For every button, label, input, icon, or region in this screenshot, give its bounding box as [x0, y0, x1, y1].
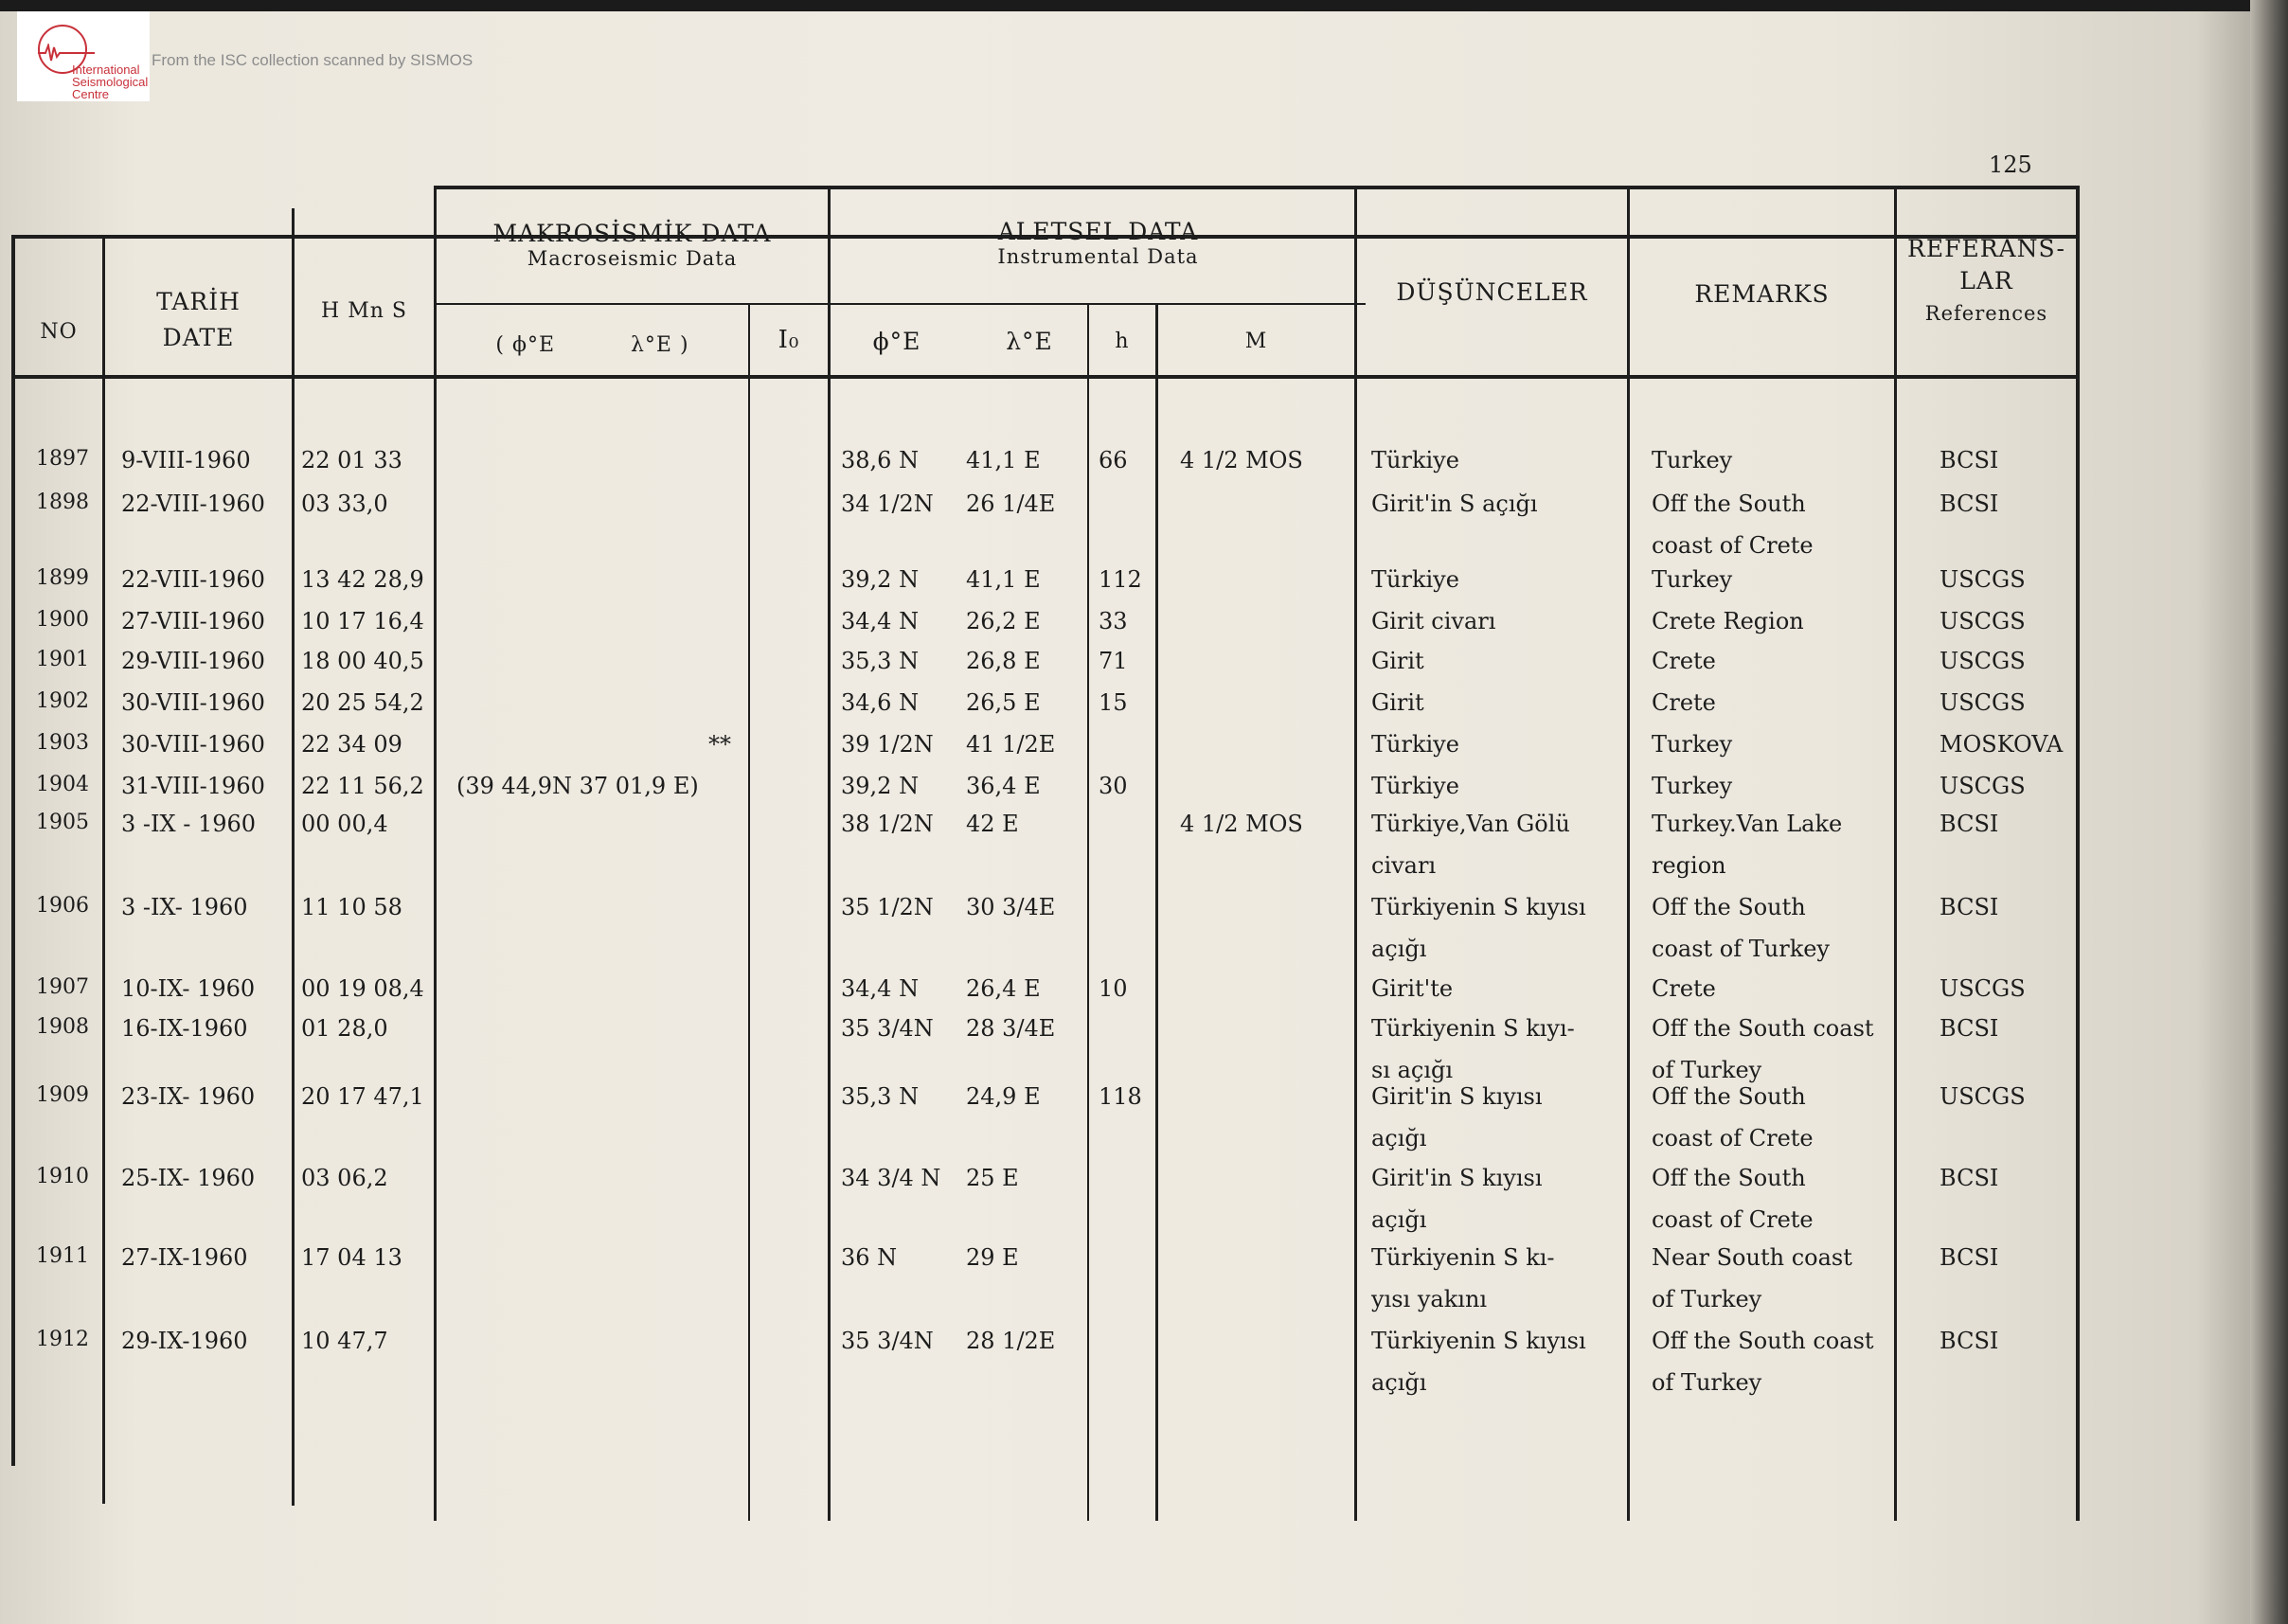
cell-remarks: Turkey: [1652, 731, 1733, 758]
cell-no: 1903: [36, 731, 89, 755]
cell-dusunceler: Türkiye: [1371, 566, 1459, 593]
cell-dusunceler: açığı: [1371, 1369, 1427, 1396]
cell-dusunceler: açığı: [1371, 1125, 1427, 1151]
cell-remarks: Turkey: [1652, 566, 1733, 593]
cell-date: 10-IX- 1960: [121, 975, 256, 1002]
cell-dusunceler: yısı yakını: [1371, 1286, 1488, 1312]
cell-lon: 42 E: [966, 811, 1019, 837]
cell-lon: 24,9 E: [966, 1083, 1041, 1110]
cell-date: 3 -IX - 1960: [121, 811, 257, 837]
cell-reference: USCGS: [1939, 773, 2026, 799]
cell-lat: 39,2 N: [841, 773, 920, 799]
header-time: H Mn S: [321, 299, 407, 323]
cell-time: 13 42 28,9: [301, 566, 424, 593]
cell-dusunceler: Türkiye: [1371, 731, 1459, 758]
cell-date: 30-VIII-1960: [121, 689, 265, 716]
header-macro-coords: ( ϕ°E λ°E ): [495, 333, 689, 357]
header-dusunceler: DÜŞÜNCELER: [1396, 278, 1588, 306]
cell-lon: 41 1/2E: [966, 731, 1056, 758]
cell-dusunceler: Girit: [1371, 689, 1424, 716]
cell-lat: 34,4 N: [841, 975, 920, 1002]
cell-no: 1907: [36, 975, 89, 999]
cell-dusunceler: Girit'in S açığı: [1371, 491, 1538, 517]
cell-dusunceler: Girit'in S kıyısı: [1371, 1165, 1543, 1191]
cell-lon: 36,4 E: [966, 773, 1041, 799]
header-intensity: I₀: [778, 326, 800, 354]
cell-depth: 15: [1099, 689, 1128, 716]
cell-lon: 41,1 E: [966, 447, 1041, 473]
cell-reference: USCGS: [1939, 566, 2026, 593]
cell-time: 18 00 40,5: [301, 648, 424, 674]
cell-dusunceler: sı açığı: [1371, 1057, 1454, 1083]
header-references: [1897, 233, 2076, 330]
cell-date: 16-IX-1960: [121, 1015, 248, 1042]
cell-remarks: coast of Crete: [1652, 1125, 1814, 1151]
cell-lat: 39 1/2N: [841, 731, 934, 758]
cell-reference: MOSKOVA: [1939, 731, 2064, 758]
cell-reference: BCSI: [1939, 1244, 1999, 1271]
cell-dusunceler: Türkiyenin S kı-: [1371, 1244, 1555, 1271]
cell-reference: BCSI: [1939, 1165, 1999, 1191]
cell-remarks: coast of Crete: [1652, 1206, 1814, 1233]
cell-remarks: Crete: [1652, 975, 1716, 1002]
cell-dusunceler: Türkiyenin S kıyısı: [1371, 894, 1586, 920]
cell-date: 27-IX-1960: [121, 1244, 248, 1271]
cell-depth: 71: [1099, 648, 1128, 674]
cell-remarks: Near South coast: [1652, 1244, 1852, 1271]
cell-remarks: coast of Crete: [1652, 532, 1814, 559]
header-instr: [831, 218, 1366, 268]
cell-magnitude: 4 1/2 MOS: [1180, 811, 1303, 837]
cell-dusunceler: civarı: [1371, 852, 1437, 879]
cell-lon: 28 3/4E: [966, 1015, 1056, 1042]
cell-date: 29-VIII-1960: [121, 648, 265, 674]
cell-time: 20 17 47,1: [301, 1083, 424, 1110]
cell-date: 22-VIII-1960: [121, 491, 265, 517]
cell-lat: 36 N: [841, 1244, 898, 1271]
cell-reference: BCSI: [1939, 811, 1999, 837]
book-spine-edge: [2250, 0, 2288, 1624]
isc-logo-text: International Seismological Centre: [72, 62, 149, 101]
cell-remarks: Off the South coast: [1652, 1328, 1874, 1354]
header-no: NO: [40, 320, 78, 344]
cell-date: 3 -IX- 1960: [121, 894, 248, 920]
cell-reference: USCGS: [1939, 608, 2026, 634]
cell-date: 29-IX-1960: [121, 1328, 248, 1354]
cell-time: 20 25 54,2: [301, 689, 424, 716]
header-m: M: [1244, 330, 1268, 353]
cell-date: 30-VIII-1960: [121, 731, 265, 758]
cell-lon: 30 3/4E: [966, 894, 1056, 920]
cell-lat: 34 3/4 N: [841, 1165, 941, 1191]
cell-lat: 39,2 N: [841, 566, 920, 593]
cell-dusunceler: Türkiye: [1371, 773, 1459, 799]
cell-time: 11 10 58: [301, 894, 402, 920]
cell-no: 1908: [36, 1015, 89, 1039]
cell-remarks: of Turkey: [1652, 1369, 1762, 1396]
cell-lon: 28 1/2E: [966, 1328, 1056, 1354]
cell-dusunceler: Girit'te: [1371, 975, 1454, 1002]
cell-remarks: Off the South coast: [1652, 1015, 1874, 1042]
cell-remarks: region: [1652, 852, 1726, 879]
cell-remarks: Off the South: [1652, 894, 1806, 920]
cell-no: 1898: [36, 491, 89, 514]
cell-dusunceler: açığı: [1371, 936, 1427, 962]
cell-lon: 41,1 E: [966, 566, 1041, 593]
page-number: 125: [1989, 152, 2032, 178]
cell-lat: 34 1/2N: [841, 491, 934, 517]
cell-time: 22 11 56,2: [301, 773, 424, 799]
cell-lon: 25 E: [966, 1165, 1019, 1191]
cell-time: 10 17 16,4: [301, 608, 424, 634]
cell-lat: 34,6 N: [841, 689, 920, 716]
seismogram-wave-icon: [38, 44, 95, 62]
cell-macro-coords: **: [708, 731, 731, 758]
cell-reference: BCSI: [1939, 491, 1999, 517]
cell-no: 1904: [36, 773, 89, 796]
cell-no: 1899: [36, 566, 89, 590]
cell-lon: 26,8 E: [966, 648, 1041, 674]
cell-date: 25-IX- 1960: [121, 1165, 256, 1191]
cell-lat: 35,3 N: [841, 1083, 920, 1110]
cell-remarks: of Turkey: [1652, 1057, 1762, 1083]
cell-time: 00 19 08,4: [301, 975, 424, 1002]
cell-no: 1912: [36, 1328, 89, 1351]
cell-depth: 10: [1099, 975, 1128, 1002]
cell-reference: USCGS: [1939, 975, 2026, 1002]
cell-lat: 35 3/4N: [841, 1015, 934, 1042]
cell-reference: BCSI: [1939, 1015, 1999, 1042]
header-date: [105, 284, 292, 356]
cell-no: 1905: [36, 811, 89, 834]
cell-lon: 26,5 E: [966, 689, 1041, 716]
cell-reference: USCGS: [1939, 689, 2026, 716]
cell-no: 1910: [36, 1165, 89, 1188]
cell-remarks: Off the South: [1652, 1165, 1806, 1191]
cell-lat: 34,4 N: [841, 608, 920, 634]
cell-date: 9-VIII-1960: [121, 447, 251, 473]
header-refs-line2: LAR: [1959, 267, 2013, 294]
cell-depth: 112: [1099, 566, 1142, 593]
header-remarks: REMARKS: [1694, 280, 1830, 308]
cell-lat: 38,6 N: [841, 447, 920, 473]
isc-logo: [17, 11, 150, 101]
cell-no: 1897: [36, 447, 89, 471]
cell-remarks: Turkey: [1652, 773, 1733, 799]
cell-reference: BCSI: [1939, 1328, 1999, 1354]
cell-depth: 118: [1099, 1083, 1142, 1110]
cell-remarks: Off the South: [1652, 491, 1806, 517]
cell-reference: BCSI: [1939, 447, 1999, 473]
cell-time: 03 06,2: [301, 1165, 388, 1191]
cell-remarks: Crete: [1652, 689, 1716, 716]
cell-time: 22 34 09: [301, 731, 402, 758]
cell-dusunceler: Türkiye: [1371, 447, 1459, 473]
cell-time: 03 33,0: [301, 491, 388, 517]
header-macro: [437, 220, 828, 270]
cell-reference: USCGS: [1939, 648, 2026, 674]
cell-depth: 30: [1099, 773, 1128, 799]
cell-remarks: Crete Region: [1652, 608, 1804, 634]
header-instr-subtitle: Instrumental Data: [997, 245, 1199, 268]
cell-dusunceler: Girit: [1371, 648, 1424, 674]
cell-date: 23-IX- 1960: [121, 1083, 256, 1110]
header-macro-subtitle: Macroseismic Data: [527, 247, 738, 270]
cell-date: 31-VIII-1960: [121, 773, 265, 799]
cell-no: 1911: [36, 1244, 89, 1268]
cell-time: 00 00,4: [301, 811, 388, 837]
header-h: h: [1115, 330, 1130, 353]
cell-dusunceler: Türkiyenin S kıyısı: [1371, 1328, 1586, 1354]
cell-lon: 26 1/4E: [966, 491, 1056, 517]
cell-lon: 29 E: [966, 1244, 1019, 1271]
cell-lon: 26,2 E: [966, 608, 1041, 634]
earthquake-table: [11, 186, 2080, 1521]
cell-remarks: Turkey.Van Lake: [1652, 811, 1843, 837]
cell-no: 1902: [36, 689, 89, 713]
cell-remarks: of Turkey: [1652, 1286, 1762, 1312]
header-refs-line1: REFERANS-: [1907, 235, 2065, 262]
header-lat: ϕ°E: [872, 328, 921, 355]
cell-no: 1909: [36, 1083, 89, 1107]
cell-lon: 26,4 E: [966, 975, 1041, 1002]
cell-depth: 66: [1099, 447, 1128, 473]
cell-dusunceler: açığı: [1371, 1206, 1427, 1233]
cell-time: 01 28,0: [301, 1015, 388, 1042]
cell-lat: 38 1/2N: [841, 811, 934, 837]
cell-lat: 35 3/4N: [841, 1328, 934, 1354]
cell-lat: 35 1/2N: [841, 894, 934, 920]
cell-remarks: Turkey: [1652, 447, 1733, 473]
cell-remarks: Off the South: [1652, 1083, 1806, 1110]
cell-macro-coords: (39 44,9N 37 01,9 E): [456, 773, 699, 799]
header-date-tr: TARİH: [156, 288, 241, 315]
cell-dusunceler: Girit'in S kıyısı: [1371, 1083, 1543, 1110]
cell-time: 22 01 33: [301, 447, 402, 473]
cell-no: 1906: [36, 894, 89, 918]
collection-banner: From the ISC collection scanned by SISMOS: [152, 51, 474, 69]
header-date-en: DATE: [162, 324, 235, 351]
cell-dusunceler: Türkiye,Van Gölü: [1371, 811, 1570, 837]
cell-dusunceler: Türkiyenin S kıyı-: [1371, 1015, 1575, 1042]
cell-dusunceler: Girit civarı: [1371, 608, 1496, 634]
header-lon: λ°E: [1006, 328, 1053, 355]
cell-time: 17 04 13: [301, 1244, 402, 1271]
header-refs-line3: References: [1924, 302, 2048, 325]
cell-depth: 33: [1099, 608, 1128, 634]
cell-date: 27-VIII-1960: [121, 608, 265, 634]
cell-reference: BCSI: [1939, 894, 1999, 920]
cell-lat: 35,3 N: [841, 648, 920, 674]
cell-time: 10 47,7: [301, 1328, 388, 1354]
header-instr-title: ALETSEL DATA: [997, 218, 1199, 245]
cell-no: 1901: [36, 648, 89, 671]
cell-remarks: Crete: [1652, 648, 1716, 674]
cell-reference: USCGS: [1939, 1083, 2026, 1110]
scan-top-border: [0, 0, 2288, 11]
cell-remarks: coast of Turkey: [1652, 936, 1830, 962]
cell-no: 1900: [36, 608, 89, 632]
header-macro-title: MAKROSİSMİK DATA: [492, 220, 772, 247]
cell-magnitude: 4 1/2 MOS: [1180, 447, 1303, 473]
cell-date: 22-VIII-1960: [121, 566, 265, 593]
